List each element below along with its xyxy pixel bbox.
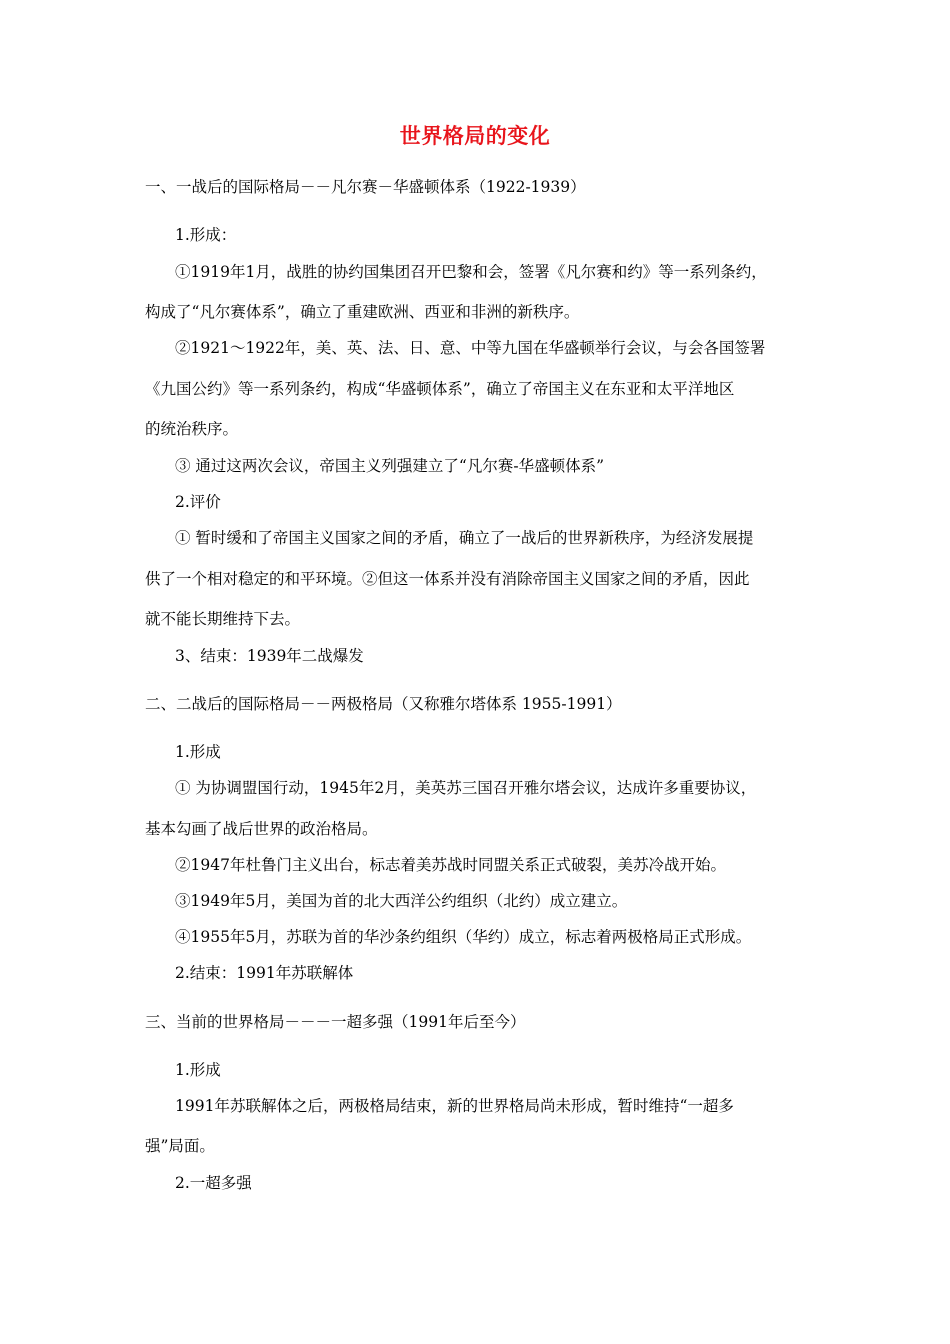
paragraph-line: 基本勾画了战后世界的政治格局。 — [145, 820, 378, 838]
section-heading: 一、一战后的国际格局－－凡尔赛－华盛顿体系（1922-1939） — [145, 178, 586, 196]
paragraph-line: 3、结束：1939年二战爆发 — [175, 647, 364, 665]
paragraph-line: ①1919年1月，战胜的协约国集团召开巴黎和会，签署《凡尔赛和约》等一系列条约， — [175, 263, 767, 281]
paragraph-line: ① 暂时缓和了帝国主义国家之间的矛盾，确立了一战后的世界新秩序，为经济发展提 — [175, 529, 754, 547]
paragraph-line: 1991年苏联解体之后，两极格局结束，新的世界格局尚未形成，暂时维持“一超多 — [175, 1097, 734, 1115]
paragraph-line: 2.结束：1991年苏联解体 — [175, 964, 354, 982]
paragraph-line: 构成了“凡尔赛体系”，确立了重建欧洲、西亚和非洲的新秩序。 — [145, 303, 580, 321]
section-heading: 二、二战后的国际格局－－两极格局（又称雅尔塔体系 1955-1991） — [145, 695, 622, 713]
paragraph-line: ④1955年5月，苏联为首的华沙条约组织（华约）成立，标志着两极格局正式形成。 — [175, 928, 752, 946]
paragraph-line: 强”局面。 — [145, 1137, 215, 1155]
paragraph-line: 1.形成 — [175, 1061, 221, 1079]
paragraph-line: 《九国公约》等一系列条约，构成“华盛顿体系”，确立了帝国主义在东亚和太平洋地区 — [145, 380, 735, 398]
paragraph-line: 2.评价 — [175, 493, 221, 511]
section-heading: 三、当前的世界格局－－－一超多强（1991年后至今） — [145, 1013, 526, 1031]
paragraph-line: 就不能长期维持下去。 — [145, 610, 301, 628]
paragraph-line: 供了一个相对稳定的和平环境。②但这一体系并没有消除帝国主义国家之间的矛盾，因此 — [145, 570, 750, 588]
paragraph-line: ③ 通过这两次会议，帝国主义列强建立了“凡尔赛-华盛顿体系” — [175, 457, 605, 475]
paragraph-line: ① 为协调盟国行动，1945年2月，美英苏三国召开雅尔塔会议，达成许多重要协议， — [175, 779, 757, 797]
paragraph-line: 2.一超多强 — [175, 1174, 252, 1192]
paragraph-line: ②1921～1922年，美、英、法、日、意、中等九国在华盛顿举行会议，与会各国签署 — [175, 339, 766, 357]
paragraph-line: 1.形成 — [175, 743, 221, 761]
paragraph-line: ②1947年杜鲁门主义出台，标志着美苏战时同盟关系正式破裂，美苏冷战开始。 — [175, 856, 726, 874]
page-title: 世界格局的变化 — [399, 124, 551, 148]
paragraph-line: 1.形成： — [175, 226, 237, 244]
paragraph-line: 的统治秩序。 — [145, 420, 239, 438]
paragraph-line: ③1949年5月，美国为首的北大西洋公约组织（北约）成立建立。 — [175, 892, 628, 910]
